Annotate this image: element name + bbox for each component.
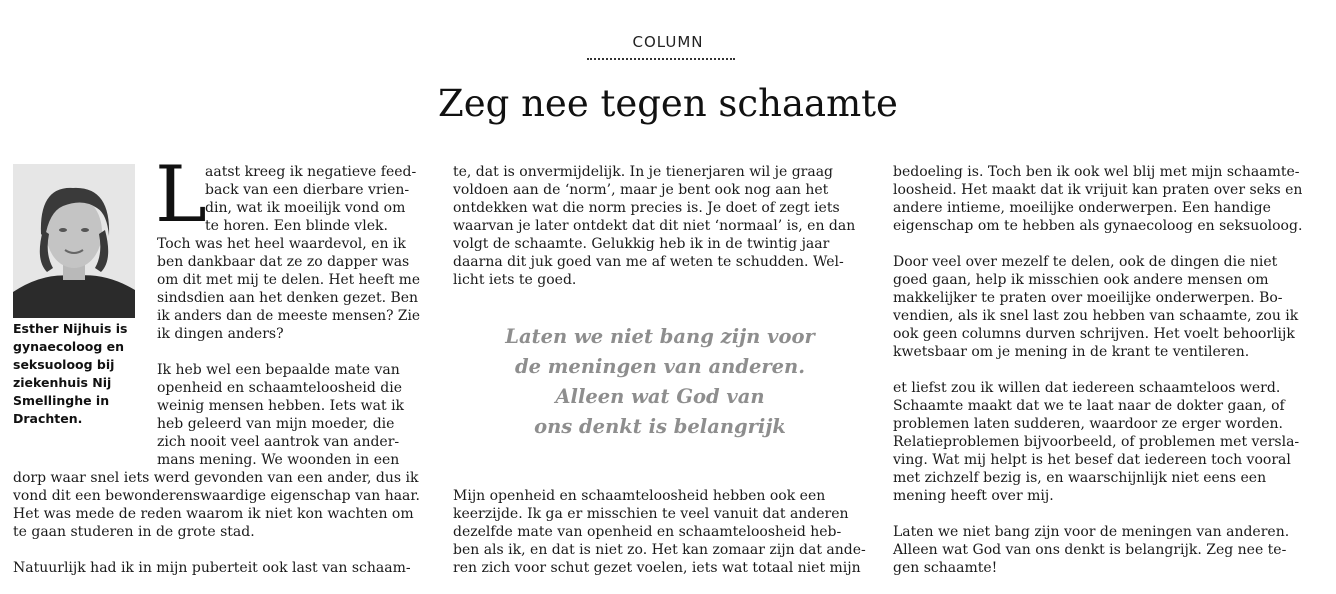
body-line: openheid en schaamteloosheid die	[157, 380, 402, 396]
body-line: vond dit een bewonderenswaardige eigenschap van haar.	[13, 488, 420, 504]
body-line: ook geen columns durven schrijven. Het voelt behoorlijk	[893, 326, 1295, 342]
body-line: goed gaan, help ik misschien ook andere mensen om	[893, 272, 1269, 288]
body-line: ontdekken wat die norm precies is. Je doet of zegt iets	[453, 200, 840, 216]
body-line: Door veel over mezelf te delen, ook de dingen die niet	[893, 254, 1278, 270]
body-line: Alleen wat God van ons denkt is belangrijk. Zeg nee te-	[893, 542, 1287, 558]
body-line: loosheid. Het maakt dat ik vrijuit kan praten over seks en	[893, 182, 1303, 198]
body-line: ren zich voor schut gezet voelen, iets wat totaal niet mijn	[453, 560, 861, 576]
body-line: Mijn openheid en schaamteloosheid hebben ook een	[453, 488, 826, 504]
body-line: gen schaamte!	[893, 560, 998, 576]
body-line: met zichzelf bezig is, en waarschijnlijk niet eens een	[893, 470, 1267, 486]
caption-line: Drachten.	[13, 411, 83, 426]
caption-line: seksuoloog bij	[13, 357, 115, 372]
body-line: mening heeft over mij.	[893, 488, 1054, 504]
body-line: eigenschap om te hebben als gynaecoloog en seksuoloog.	[893, 218, 1303, 234]
body-line: heb geleerd van mijn moeder, die	[157, 416, 395, 432]
body-line: ik anders dan de meeste mensen? Zie	[157, 308, 420, 324]
drop-cap: L	[155, 150, 207, 240]
body-line: ik dingen anders?	[157, 326, 284, 342]
body-line: problemen laten sudderen, waardoor ze erger worden.	[893, 416, 1283, 432]
pull-quote-line: ons denkt is belangrijk	[534, 415, 786, 438]
pull-quote-line: de meningen van anderen.	[514, 355, 806, 378]
author-photo	[13, 164, 135, 318]
caption-line: Smellinghe in	[13, 393, 110, 408]
body-line: back van een dierbare vrien-	[205, 182, 410, 198]
body-line: Ik heb wel een bepaalde mate van	[157, 362, 400, 378]
body-line: Natuurlijk had ik in mijn puberteit ook last van schaam-	[13, 560, 411, 576]
body-line: mans mening. We woonden in een	[157, 452, 400, 468]
caption-line: gynaecoloog en	[13, 339, 125, 354]
body-line: licht iets te goed.	[453, 272, 577, 288]
body-line: voldoen aan de ‘norm’, maar je bent ook nog aan het	[453, 182, 829, 198]
body-line: volgt de schaamte. Gelukkig heb ik in de twintig jaar	[453, 236, 830, 252]
caption-line: Esther Nijhuis is	[13, 321, 128, 336]
headline: Zeg nee tegen schaamte	[438, 82, 898, 125]
body-line: aatst kreeg ik negatieve feed-	[205, 164, 417, 180]
body-line: bedoeling is. Toch ben ik ook wel blij met mijn schaamte-	[893, 164, 1300, 180]
body-line: zich nooit veel aantrok van ander-	[157, 434, 400, 450]
body-line: dezelfde mate van openheid en schaamteloosheid heb-	[453, 524, 842, 540]
body-line: makkelijker te praten over moeilijke onderwerpen. Bo-	[893, 290, 1283, 306]
body-line: Toch was het heel waardevol, en ik	[157, 236, 406, 252]
body-line: Schaamte maakt dat we te laat naar de dokter gaan, of	[893, 398, 1285, 414]
body-line: ben dankbaar dat ze zo dapper was	[157, 254, 410, 270]
body-line: vendien, als ik snel last zou hebben van schaamte, zou ik	[893, 308, 1299, 324]
caption-line: ziekenhuis Nij	[13, 375, 112, 390]
section-label: COLUMN	[632, 33, 704, 51]
pull-quote-line: Laten we niet bang zijn voor	[505, 325, 815, 348]
body-line: sindsdien aan het denken gezet. Ben	[157, 290, 419, 306]
body-line: te, dat is onvermijdelijk. In je tienerjaren wil je graag	[453, 164, 834, 180]
body-line: et liefst zou ik willen dat iedereen schaamteloos werd.	[893, 380, 1281, 396]
body-line: ben als ik, en dat is niet zo. Het kan zomaar zijn dat ande-	[453, 542, 866, 558]
body-line: te gaan studeren in de grote stad.	[13, 524, 255, 540]
body-line: daarna dit juk goed van me af weten te schudden. Wel-	[453, 254, 844, 270]
body-line: Relatieproblemen bijvoorbeeld, of problemen met versla-	[893, 434, 1300, 450]
body-line: din, wat ik moeilijk vond om	[205, 200, 406, 216]
body-line: om dit met mij te delen. Het heeft me	[157, 272, 421, 288]
body-line: Het was mede de reden waarom ik niet kon wachten om	[13, 506, 414, 522]
author-caption	[13, 320, 141, 428]
body-line: andere intieme, moeilijke onderwerpen. Een handige	[893, 200, 1271, 216]
body-line: keerzijde. Ik ga er misschien te veel vanuit dat anderen	[453, 506, 849, 522]
body-line: te horen. Een blinde vlek.	[205, 218, 388, 234]
section-divider	[587, 58, 735, 60]
body-line: ving. Wat mij helpt is het besef dat iedereen toch vooral	[893, 452, 1291, 468]
pull-quote-line: Alleen wat God van	[555, 385, 765, 408]
body-line: weinig mensen hebben. Iets wat ik	[157, 398, 405, 414]
body-line: kwetsbaar om je mening in de krant te ventileren.	[893, 344, 1250, 360]
body-line: dorp waar snel iets werd gevonden van een ander, dus ik	[13, 470, 419, 486]
body-line: waarvan je later ontdekt dat dit niet ‘normaal’ is, en dan	[453, 218, 856, 234]
body-line: Laten we niet bang zijn voor de meningen van anderen.	[893, 524, 1290, 540]
